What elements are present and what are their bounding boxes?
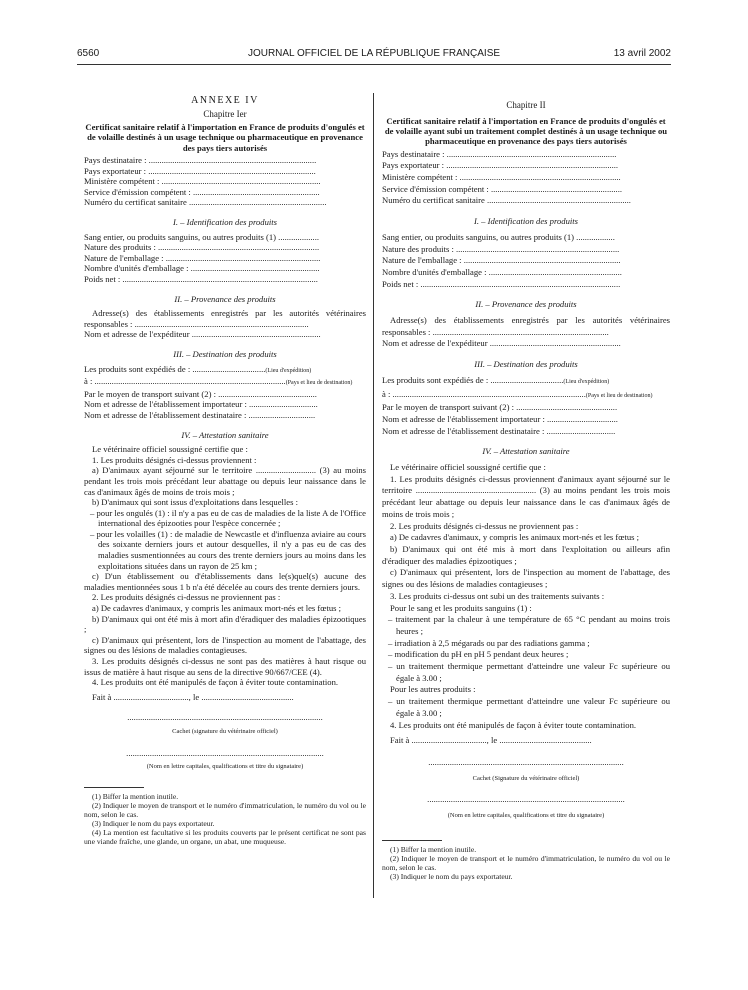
field-line: Poids net : .............................................................................................	[382, 278, 621, 289]
bullet-item: – traitement par la chaleur à une température de 65 °C pendant au moins trois heures ;	[388, 614, 670, 636]
bullet-item: – pour les volailles (1) : de maladie de Newcastle et d'influenza aviaire au cours des soixante derniers jours et autour desquelles, il n'y a pas eu de cas des maladies susmentionnées au cours des trente derniers jours au moins dans les exploitations situées dans un rayon de 25 km ;	[90, 528, 366, 571]
footnote: (2) Indiquer le moyen de transport et le numéro d'immatriculation, le numéro du vol ou le nom, selon le cas.	[84, 800, 366, 819]
field-line: à : ..........................................................................................(Pays et lieu de destination)	[382, 388, 653, 399]
field-line: Pays exportateur : ................................................................................	[382, 160, 619, 171]
field-line: Nombre d'unités d'emballage : ..............................................................	[382, 266, 622, 277]
field-line: Pays exportateur : ..............................................................................	[84, 165, 316, 176]
signature-line: ...........................................................................................	[127, 712, 323, 723]
field-line: Numéro du certificat sanitaire ................................................................	[84, 197, 327, 208]
field-line: Par le moyen de transport suivant (2) : ..............................................	[84, 388, 317, 399]
paragraph: a) De cadavres d'animaux, y compris les animaux mort-nés et les fœtus ;	[390, 532, 640, 543]
section-heading: IV. – Attestation sanitaire	[482, 446, 570, 457]
paragraph: b) D'animaux qui sont issus d'exploitations dans lesquelles :	[92, 497, 298, 508]
bullet-item: – irradiation à 2,5 mégarads ou par des radiations gamma ;	[388, 637, 590, 648]
paragraph: 3. Les produits désignés ci-dessus ne sont pas des matières à haut risque ou issus de matière à haut risque au sens de la directive 90/667/CEE (4).	[84, 656, 366, 677]
bullet-item: – modification du pH en pH 5 pendant deux heures ;	[388, 649, 569, 660]
field-line: Nature de l'emballage : .........................................................................	[382, 255, 621, 266]
bullet-item: – un traitement thermique permettant d'atteindre une valeur Fc supérieure ou égale à 3.00 ;	[388, 696, 670, 718]
paragraph: 2. Les produits désignés ci-dessus ne proviennent pas :	[92, 592, 281, 603]
annexe-title: ANNEXE IV	[191, 95, 259, 106]
field-line: Les produits sont expédiés de : ..................................(Lieu d'expédition)	[84, 363, 312, 374]
signature-label: Cachet (Signature du vétérinaire officiel)	[472, 774, 580, 782]
field-line: Nom et adresse de l'expéditeur ............................................................	[84, 329, 321, 340]
chapter-title: Chapitre II	[506, 100, 546, 110]
field-line: Nature de l'emballage : ........................................................................	[84, 252, 321, 263]
section-heading: I. – Identification des produits	[474, 216, 578, 227]
field-line: Pays destinataire : ..............................................................................	[84, 155, 317, 166]
field-line: Sang entier, ou produits sanguins, ou autres produits (1) ...................	[84, 231, 320, 242]
footnote: (1) Biffer la mention inutile.	[390, 844, 477, 854]
field-line: Par le moyen de transport suivant (2) : ...............................................	[382, 402, 618, 413]
footnote: (3) Indiquer le nom du pays exportateur.	[390, 871, 513, 881]
signature-line: ............................................................................................	[427, 794, 625, 805]
paragraph: 1. Les produits désignés ci-dessus proviennent :	[92, 454, 257, 465]
section-heading: III. – Destination des produits	[474, 359, 578, 370]
left-column	[84, 96, 366, 846]
signature-label: (Nom en lettre capitales, qualifications et titre du signataire)	[447, 812, 605, 820]
section-heading: III. – Destination des produits	[173, 348, 277, 359]
paragraph: Adresse(s) des établissements enregistrés par les autorités vétérinaires responsables : ..................................................................................	[382, 315, 670, 337]
footnote-rule	[382, 840, 442, 841]
place-date-line: Fait à ..................................., le ...........................................	[390, 735, 592, 746]
field-line: Nom et adresse de l'établissement importateur : ................................	[84, 399, 318, 410]
certificate-title: Certificat sanitaire relatif à l'importation en France de produits d'ongulés et de volaille ayant subi un traitement complet destinés à un usage technique ou pharmaceutique en provenance des pays tiers autorisés	[384, 115, 668, 147]
section-heading: II. – Provenance des produits	[475, 299, 577, 310]
general-fields	[382, 149, 670, 208]
bullet-item: – un traitement thermique permettant d'atteindre une valeur Fc supérieure ou égale à 3.00 ;	[388, 661, 670, 683]
field-line: Service d'émission compétent : .............................................................	[382, 183, 622, 194]
field-line: Service d'émission compétent : ...........................................................	[84, 186, 320, 197]
field-line: Nombre d'unités d'emballage : ............................................................	[84, 263, 320, 274]
footnotes	[382, 845, 670, 881]
page-number: 6560	[77, 48, 100, 59]
paragraph: 4. Les produits ont été manipulés de façon à éviter toute contamination.	[390, 719, 637, 730]
field-line: Pays destinataire : ...............................................................................	[382, 148, 617, 159]
paragraph: c) D'un établissement ou d'établissements dans le(s)quel(s) aucune des maladies mentionnées sous 1 b n'a été décelée au cours des trente derniers jours.	[84, 571, 366, 592]
field-line: Numéro du certificat sanitaire ...................................................................	[382, 195, 631, 206]
field-line: Les produits sont expédiés de : ..................................(Lieu d'expédition)	[382, 374, 610, 385]
right-column	[382, 100, 670, 881]
field-line: Nature des produits : ...........................................................................	[84, 242, 320, 253]
footnote-rule	[84, 787, 144, 788]
paragraph: 4. Les produits ont été manipulés de façon à éviter toute contamination.	[92, 677, 339, 688]
place-date-line: Fait à ..................................., le ...........................................	[92, 691, 294, 702]
field-line: Nom et adresse de l'expéditeur .............................................................	[382, 338, 621, 349]
section-heading: I. – Identification des produits	[173, 217, 277, 228]
footnote: (4) La mention est facultative si les produits couverts par le présent certificat ne sont pas une viande fraîche, une glande, un organe, un abat, une muqueuse.	[84, 827, 366, 846]
paragraph: a) D'animaux ayant séjourné sur le territoire ............................ (3) au moins pendant les trois mois précédant leur abattage ou depuis leur naissance dans le cas d'animaux âgés de moins de trois mois ;	[84, 465, 366, 497]
paragraph: 1. Les produits désignés ci-dessus proviennent d'animaux ayant séjourné sur le territoire ........................................................ (3) au moins pendant les trois mois précédant leur abattage ou depuis leur naissance dans le cas d'animaux âgés de moins de trois mois ;	[382, 473, 670, 519]
certificate-title: Certificat sanitaire relatif à l'importation en France de produits d'ongulés et de volaille destinés à un usage technique ou pharmaceutique en provenance des pays tiers autorisés	[85, 122, 365, 153]
field-line: Nom et adresse de l'établissement destinataire : ...............................	[84, 409, 316, 420]
field-line: Nom et adresse de l'établissement importateur : .................................	[382, 413, 618, 424]
field-line: Nature des produits : ............................................................................	[382, 243, 620, 254]
chapter-title: Chapitre Ier	[203, 108, 247, 119]
paragraph: b) D'animaux qui ont été mis à mort dans l'exploitation ou ailleurs afin d'éradiquer des maladies épizootiques ;	[382, 543, 670, 566]
paragraph: c) D'animaux qui présentent, lors de l'inspection au moment de l'abattage, des signes ou des lésions de maladies contagieuses.	[84, 634, 366, 656]
footnote: (3) Indiquer le nom du pays exportateur.	[92, 818, 215, 828]
signature-label: Cachet (signature du vétérinaire officiel)	[172, 727, 278, 735]
paragraph: Adresse(s) des établissements enregistrés par les autorités vétérinaires responsables : .................................................................................	[84, 308, 366, 329]
header-rule	[77, 64, 671, 65]
field-line: Ministère compétent : ...........................................................................	[382, 172, 621, 182]
paragraph: Pour les autres produits :	[390, 684, 476, 695]
section-heading: IV. – Attestation sanitaire	[181, 429, 269, 440]
column-divider	[373, 93, 374, 898]
paragraph: c) D'animaux qui présentent, lors de l'inspection au moment de l'abattage, des signes ou des lésions de maladies contagieuses ;	[382, 567, 670, 590]
section-heading: II. – Provenance des produits	[174, 293, 276, 304]
footnote: (2) Indiquer le moyen de transport et le numéro d'immatriculation, le numéro du vol ou le nom, selon le cas.	[382, 853, 670, 872]
field-line: Nom et adresse de l'établissement destinataire : ................................	[382, 425, 616, 436]
issue-date: 13 avril 2002	[613, 48, 671, 59]
field-line: Poids net : ...........................................................................................	[84, 274, 318, 285]
signature-line: ...........................................................................................	[428, 756, 624, 767]
bullet-item: – pour les ongulés (1) : il n'y a pas eu de cas de maladies de la liste A de l'Office international des épizooties pour l'espèce concernée ;	[90, 507, 366, 529]
paragraph: 2. Les produits désignés ci-dessus ne proviennent pas :	[390, 520, 579, 531]
paragraph: b) D'animaux qui ont été mis à mort afin d'éradiquer des maladies épizootiques ;	[84, 613, 366, 635]
signature-label: (Nom en lettre capitales, qualifications et titre du signataire)	[146, 763, 304, 771]
field-line: Ministère compétent : ..........................................................................	[84, 176, 321, 187]
field-line: Sang entier, ou produits sanguins, ou autres produits (1) ..................	[382, 231, 615, 242]
journal-title: JOURNAL OFFICIEL DE LA RÉPUBLIQUE FRANÇAISE	[247, 48, 501, 59]
paragraph: a) De cadavres d'animaux, y compris les animaux mort-nés et les fœtus ;	[92, 603, 342, 614]
paragraph: Le vétérinaire officiel soussigné certifie que :	[92, 444, 248, 455]
paragraph: Le vétérinaire officiel soussigné certifie que :	[390, 462, 546, 473]
footnote: (1) Biffer la mention inutile.	[92, 791, 179, 801]
signature-line: ............................................................................................	[126, 747, 324, 758]
paragraph: 3. Les produits ci-dessus ont subi un des traitements suivants :	[390, 590, 605, 601]
field-line: à : .........................................................................................(Pays et lieu de destination)	[84, 376, 353, 387]
paragraph: Pour le sang et les produits sanguins (1) :	[390, 602, 532, 613]
general-fields	[84, 155, 366, 208]
footnotes	[84, 792, 366, 846]
page-header	[77, 48, 671, 62]
